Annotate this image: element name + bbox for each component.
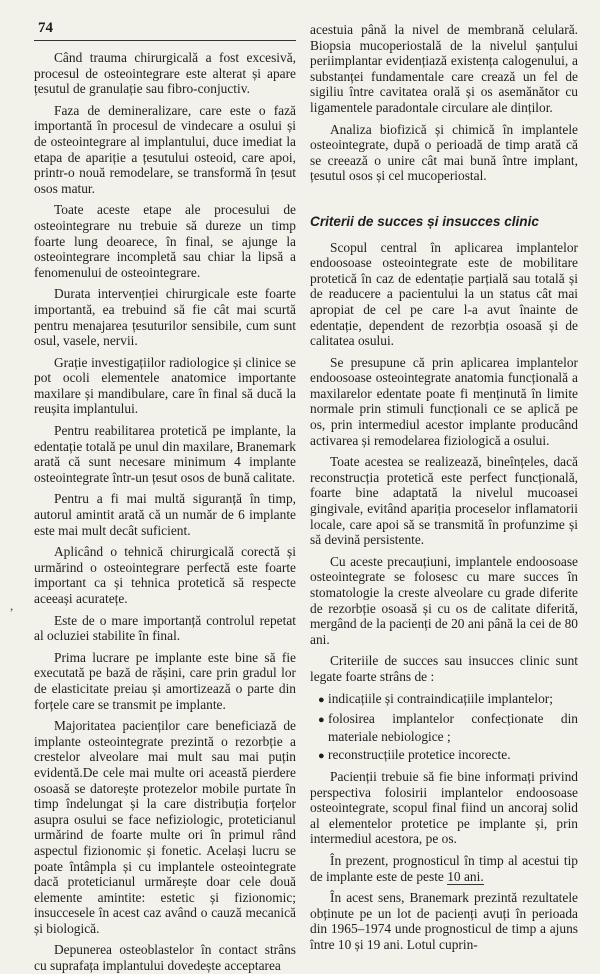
bullet-icon: ● bbox=[318, 714, 325, 727]
left-paragraph: Grație investigațiilor radiologice și clinice se pot ocoli elementele anatomice importante maxilare și mandibulare, care în final să ducă la reușita implantului. bbox=[34, 354, 296, 417]
right-column bbox=[310, 22, 578, 952]
list-item-text: indicațiile și contraindicațiile implantelor; bbox=[328, 690, 553, 706]
criteria-list bbox=[310, 691, 578, 765]
right-paragraph: În acest sens, Branemark prezintă rezultatele obținute pe un lot de pacienți avuți în perioada din 1965–1974 unde prognosticul de timp a ajuns între 10 și 19 ani. Lotul cuprin- bbox=[310, 890, 578, 952]
header-rule bbox=[34, 40, 296, 41]
list-item bbox=[318, 711, 578, 744]
right-paragraph: Criteriile de succes sau insucces clinic sunt legate foarte strâns de : bbox=[310, 653, 578, 684]
margin-mark: , bbox=[10, 598, 14, 613]
right-paragraph: Se presupune că prin aplicarea implantelor endoosoase osteointegrate anatomia funcțională a maxilarelor edentate poate fi menținută în limite normale prin stimuli funcționali ce se aplică pe os, prin intermediul acestor implante producând activarea și remodelarea fiziologică a osului. bbox=[310, 354, 578, 448]
section-heading: Criterii de succes și insucces clinic bbox=[310, 213, 539, 229]
continued-paragraph: acestuia până la nivel de membrană celulară. Biopsia mucoperiostală de la nivelul șanțului periimplantar evidențiază existența calogenului, a substanței fundamentale care crează un fel de sigiliu între cavitatea orală și os asemănător cu ligamentele paradontale circulare ale dinților. bbox=[310, 22, 578, 115]
left-paragraph: Când trauma chirurgicală a fost excesivă, procesul de osteointegrare este alterat și apare țesutul de granulație sau fibro-conjuctiv. bbox=[34, 50, 296, 97]
right-paragraph: Scopul central în aplicarea implantelor endoosoase osteointegrate este de mobilitare protetică în caz de edentație parțială sau totală și de readucere a pacientului la un status cât mai apropiat de cel pe care l-a avut înainte de edentație, dependent de rezorbția osoasă și de calitatea osului. bbox=[310, 239, 578, 349]
left-paragraph: Pentru a fi mai multă siguranță în timp, autorul amintit arată că un număr de 6 implante este mai mult decât suficient. bbox=[34, 491, 296, 538]
left-paragraph: Prima lucrare pe implante este bine să fie executată pe bază de rășini, care prin gradul lor de elasticitate preiau și amortizează o parte din forțele care se transmit pe implante. bbox=[34, 649, 296, 712]
left-column bbox=[34, 50, 296, 974]
prognosis-paragraph bbox=[310, 853, 578, 884]
left-paragraph: Toate aceste etape ale procesului de osteointegrare nu trebuie să dureze un timp foarte lung deoarece, în final, se ajunge la osteointegrare incompletă sau chiar la lipsă a fenomenului de osteointegrare. bbox=[34, 202, 296, 280]
list-item-text: folosirea implantelor confecționate din materiale nebiologice ; bbox=[328, 711, 578, 744]
left-paragraph: Majoritatea pacienților care beneficiază de implante osteointegrate prezintă o rezorbție a crestelor alveolare mai mult sau mai puțin evidentă.De cele mai multe ori această pierdere osoasă se datorește protezelor mobile purtate în timp îndelungat și la care distribuția forțelor asupra osului se face nefiziologic, protetic​ianul urmărind de foarte multe ori în primul rând aspectul fizionomic și fonetic. Același lucru se poate întâmpla și cu implantele osteointegrate dacă protetic​ianul urmărește doar cele două elemente amintite: estetic și fizionomic; insuccesele în acest caz având o cauză mecanică și biologică. bbox=[34, 718, 296, 936]
prognosis-text: În prezent, prognosticul în timp al acestui tip de implante este de peste bbox=[310, 852, 578, 884]
right-paragraph: Analiza biofizică și chimică în implantele osteointegrate, după o perioadă de timp arată că se creează o unire cât mai bună între implant, țesutul osos și cel mucoperiostal. bbox=[310, 121, 578, 184]
right-paragraph: Pacienții trebuie să fie bine informați privind perspectiva folosirii implantelor endoosoase osteointegrate, scopul final fiind un ancoraj solid al elementelor protetice pe implante și, prin intermediul acestora, pe os. bbox=[310, 768, 578, 847]
left-paragraph: Durata intervenției chirurgicale este foarte importantă, ea trebuind să fie cât mai scurtă pentru menajarea țesuturilor sensibile, cum sunt osul, vasele, nervii. bbox=[34, 286, 296, 349]
left-paragraph: Depunerea osteoblastelor în contact strâns cu suprafața implantului dovedește acceptarea bbox=[34, 942, 296, 974]
list-item bbox=[318, 747, 578, 765]
underlined-duration: 10 ani. bbox=[447, 868, 484, 884]
list-item-text: reconstrucțiile protetice incorecte. bbox=[328, 747, 511, 763]
right-paragraph: Toate acestea se realizează, bineînțeles, dacă reconstrucția protetică este perfect funcțională, foarte bine adaptată la nivelul mucoasei gingivale, evitând apariția proceselor inflamatorii locale, care apoi să se transmită în profunzime și să devină persistente. bbox=[310, 454, 578, 548]
page-number: 74 bbox=[38, 20, 53, 36]
bullet-icon: ● bbox=[318, 693, 325, 706]
left-paragraph: Pentru reabilitarea protetică pe implante, la edentație totală pe unul din maxilare, Branemark arată că sunt necesare minimum 4 implante osteointegrate într-un țesut osos de bună calitate. bbox=[34, 423, 296, 485]
left-paragraph: Aplicând o tehnică chirurgicală corectă și urmărind o osteointegrare perfectă este foarte important ca și tehnica protetică să respecte aceeași acuratețe. bbox=[34, 544, 296, 606]
right-paragraph: Cu aceste precauțiuni, implantele endoosoase osteointegrate se folosesc cu mare succes în stomatologie la creste alveolare cu grade diferite de rezorbție osoasă și cu os de calitate diferită, mergând de la pacienți de 20 ani până la cei de 80 ani. bbox=[310, 553, 578, 647]
list-item bbox=[318, 691, 578, 709]
left-paragraph: Faza de demineralizare, care este o fază importantă în procesul de vindecare a osului și de osteointegrare al implantului, duce imediat la etapa de apariție a țesutului osteoid, care apoi, printr-o nouă remodelare, se transformă în țesut osos matur. bbox=[34, 102, 296, 196]
bullet-icon: ● bbox=[318, 750, 325, 763]
left-paragraph: Este de o mare importanță controlul repetat al ocluziei stabilite în final. bbox=[34, 612, 296, 644]
